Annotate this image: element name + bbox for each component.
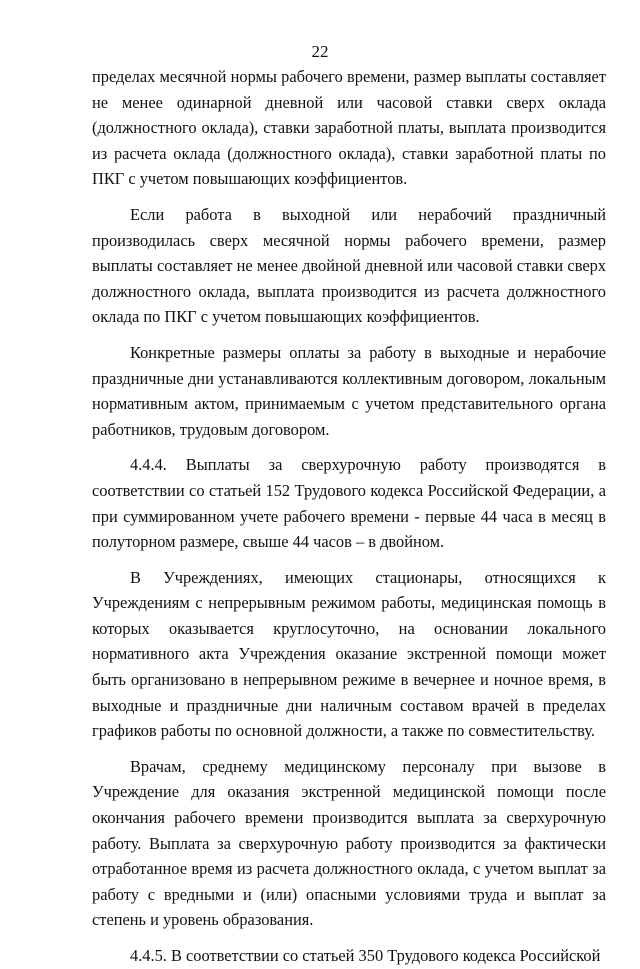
paragraph-inpatient-emergency-care: В Учреждениях, имеющих стационары, относящихся к Учреждениям с непрерывным режимом работы, медицинская помощь в которых оказывается круглосуточно, на основании локального нормативного акта Учреждения оказание экстренной помощи может быть организовано в непрерывном режиме в вечернее и ночное время, в выходные и праздничные дни наличным составом врачей в пределах графиков работы по основной должности, а также по совместительству. [92,567,606,741]
paragraph-holiday-pay-amounts: Конкретные размеры оплаты за работу в выходные и нерабочие праздничные дни устанавливаются коллективным договором, локальным нормативным актом, принимаемым с учетом представительного органа работников, трудовым договором. [92,342,606,439]
paragraph-doctors-call-payment: Врачам, среднему медицинскому персоналу при вызове в Учреждение для оказания экстренной медицинской помощи после окончания рабочего времени производится выплата за сверхурочную работу. Выплата за сверхурочную работу производится за фактически отработанное время из расчета должностного оклада, с учетом выплат за работу с вредными и (или) опасными условиями труда и выплат за степень и уровень образования. [92,756,606,930]
document-body [92,64,606,969]
paragraph-section-4-4-5: 4.4.5. В соответствии со статьей 350 Трудового кодекса Российской [130,946,601,965]
paragraph-section-4-4-4: 4.4.4. Выплаты за сверхурочную работу производятся в соответствии со статьей 152 Трудового кодекса Российской Федерации, а при суммированном учете рабочего времени - первые 44 часа в месяц в полуторном размере, свыше 44 часов – в двойном. [92,455,606,552]
paragraph-overtime-within-norm: пределах месячной нормы рабочего времени, размер выплаты составляет не менее одинарной дневной или часовой ставки сверх оклада (должностного оклада), ставки заработной платы, выплата производится из расчета оклада (должностного оклада), ставки заработной платы по ПКГ с учетом повышающих коэффициентов. [92,67,606,189]
paragraph-overtime-beyond-norm: Если работа в выходной или нерабочий праздничный производилась сверх месячной нормы рабочего времени, размер выплаты составляет не менее двойной дневной или часовой ставки сверх должностного оклада, выплата производится из расчета должностного оклада по ПКГ с учетом повышающих коэффициентов. [92,204,606,327]
page-number: 22 [311,42,329,61]
